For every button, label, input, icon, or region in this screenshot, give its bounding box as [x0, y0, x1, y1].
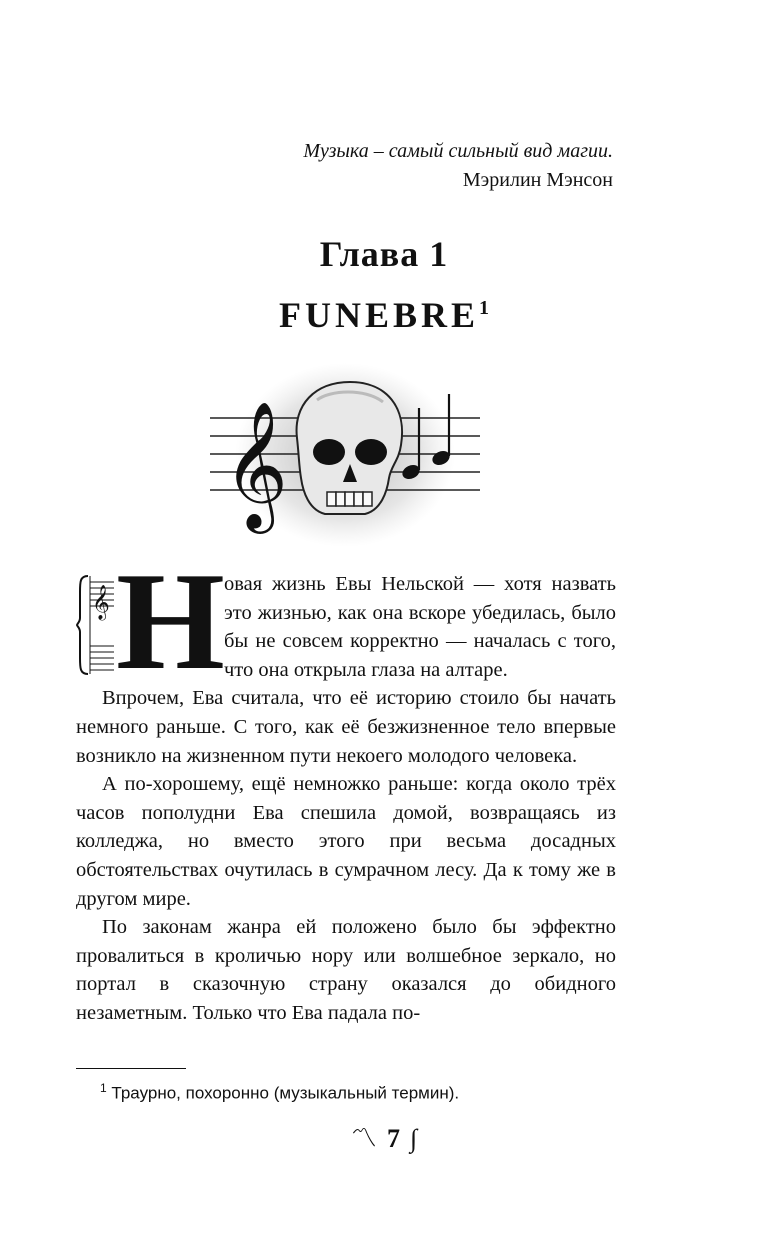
footnote-text: Траурно, похоронно (музыкальный термин).	[111, 1083, 460, 1103]
paragraph-2: Впрочем, Ева считала, что её историю стоило бы начать немного раньше. С того, как её безжизненное тело впервые возникло на жизненном пути некоего молодого человека.	[76, 687, 616, 767]
page-number-block	[0, 1118, 768, 1155]
epigraph-quote: Музыка – самый сильный вид магии.	[303, 140, 613, 162]
drop-cap	[76, 544, 225, 699]
left-ornament-icon: 〽	[350, 1124, 377, 1153]
page-number: 7	[386, 1124, 400, 1153]
footnote	[100, 1076, 459, 1106]
music-staff-bracket-icon	[76, 572, 116, 678]
paragraph-1	[76, 544, 616, 699]
epigraph	[303, 137, 613, 195]
paragraph-3: А по-хорошему, ещё немножко раньше: когда около трёх часов пополудни Ева спешила домой, возвращаясь из колледжа, но вместо этого при весьма досадных обстоятельствах очутилась в сумрачном лесу. Да к тому же в другом мире.	[76, 773, 616, 910]
drop-cap-letter: Н	[116, 544, 225, 699]
chapter-number: Глава 1	[319, 234, 449, 274]
right-ornament-icon: ∫	[409, 1124, 418, 1153]
chapter-title	[0, 294, 768, 336]
footnote-divider	[76, 1068, 186, 1069]
chapter-title-text: FUNEBRE	[278, 295, 480, 335]
treble-clef-icon	[223, 400, 288, 534]
footnote-marker: 1	[479, 297, 490, 319]
body-text	[76, 544, 616, 1028]
svg-text:𝄞: 𝄞	[92, 585, 110, 620]
epigraph-author: Мэрилин Мэнсон	[462, 169, 613, 191]
paragraph-4: По законам жанра ей положено было бы эффектно провалиться в кроличью нору или волшебное зеркало, но портал в сказочную страну оказался до обидного незаметным. Только что Ева падала по-	[76, 916, 616, 1024]
footnote-number: 1	[100, 1081, 107, 1095]
skull-with-music-staff-icon	[205, 360, 485, 550]
svg-text:𝄞: 𝄞	[223, 400, 289, 528]
paragraph-1-text: овая жизнь Евы Нельской — хотя назвать это жизнью, как она вскоре убедилась, было бы не совсем корректно — началась с того, что она открыла глаза на алтаре.	[224, 573, 616, 681]
